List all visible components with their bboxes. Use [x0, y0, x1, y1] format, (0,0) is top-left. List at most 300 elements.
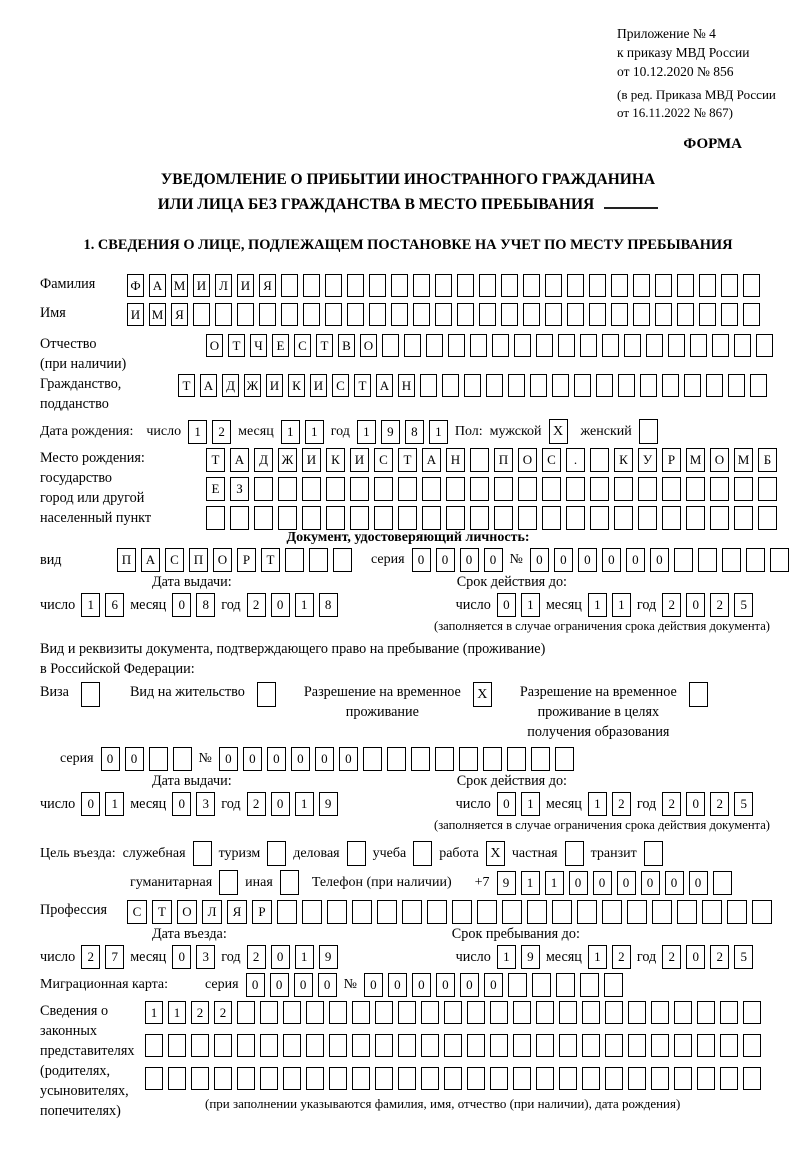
- form-cell[interactable]: [467, 1067, 485, 1090]
- form-cell[interactable]: И: [302, 448, 321, 472]
- checkbox[interactable]: [413, 841, 432, 866]
- form-cell[interactable]: [628, 1067, 646, 1090]
- form-cell[interactable]: 1: [429, 420, 448, 444]
- form-cell[interactable]: 0: [484, 548, 503, 572]
- form-cell[interactable]: 0: [686, 792, 705, 816]
- form-cell[interactable]: 0: [554, 548, 573, 572]
- form-cell[interactable]: [640, 374, 657, 397]
- checkbox[interactable]: [644, 841, 663, 866]
- form-cell[interactable]: [651, 1001, 669, 1024]
- form-cell[interactable]: [302, 506, 321, 530]
- form-cell[interactable]: 1: [588, 593, 607, 617]
- form-cell[interactable]: [604, 973, 623, 997]
- checkbox[interactable]: X: [549, 419, 568, 444]
- form-cell[interactable]: О: [518, 448, 537, 472]
- form-cell[interactable]: Т: [261, 548, 280, 572]
- form-cell[interactable]: [582, 1001, 600, 1024]
- form-cell[interactable]: Ф: [127, 274, 144, 297]
- form-cell[interactable]: 1: [305, 420, 324, 444]
- form-cell[interactable]: [444, 1067, 462, 1090]
- form-cell[interactable]: [559, 1067, 577, 1090]
- form-cell[interactable]: [605, 1001, 623, 1024]
- form-cell[interactable]: 0: [271, 593, 290, 617]
- form-cell[interactable]: [566, 506, 585, 530]
- form-cell[interactable]: [457, 274, 474, 297]
- form-cell[interactable]: 0: [339, 747, 358, 771]
- form-cell[interactable]: [398, 1067, 416, 1090]
- checkbox[interactable]: [689, 682, 708, 707]
- form-cell[interactable]: [374, 477, 393, 501]
- form-cell[interactable]: 0: [569, 871, 588, 895]
- form-cell[interactable]: И: [350, 448, 369, 472]
- form-cell[interactable]: [494, 506, 513, 530]
- form-cell[interactable]: [329, 1034, 347, 1057]
- form-cell[interactable]: [237, 1067, 255, 1090]
- form-cell[interactable]: [605, 1034, 623, 1057]
- form-cell[interactable]: [464, 374, 481, 397]
- form-cell[interactable]: [483, 747, 502, 771]
- form-cell[interactable]: [374, 506, 393, 530]
- form-cell[interactable]: [556, 973, 575, 997]
- form-cell[interactable]: 0: [172, 593, 191, 617]
- form-cell[interactable]: 1: [545, 871, 564, 895]
- form-cell[interactable]: [350, 506, 369, 530]
- form-cell[interactable]: [214, 1067, 232, 1090]
- form-cell[interactable]: [490, 1001, 508, 1024]
- checkbox[interactable]: [639, 419, 658, 444]
- form-cell[interactable]: [602, 900, 622, 924]
- form-cell[interactable]: 2: [612, 792, 631, 816]
- form-cell[interactable]: О: [206, 334, 223, 357]
- form-cell[interactable]: 5: [734, 593, 753, 617]
- form-cell[interactable]: [746, 548, 765, 572]
- form-cell[interactable]: [387, 747, 406, 771]
- form-cell[interactable]: [501, 303, 518, 326]
- form-cell[interactable]: О: [177, 900, 197, 924]
- form-cell[interactable]: 8: [405, 420, 424, 444]
- form-cell[interactable]: 1: [168, 1001, 186, 1024]
- form-cell[interactable]: [490, 1034, 508, 1057]
- form-cell[interactable]: Ж: [244, 374, 261, 397]
- form-cell[interactable]: [421, 1067, 439, 1090]
- form-cell[interactable]: Д: [222, 374, 239, 397]
- form-cell[interactable]: [674, 1034, 692, 1057]
- form-cell[interactable]: 1: [588, 792, 607, 816]
- form-cell[interactable]: [467, 1034, 485, 1057]
- form-cell[interactable]: 2: [81, 945, 100, 969]
- form-cell[interactable]: [375, 1067, 393, 1090]
- form-cell[interactable]: [743, 1001, 761, 1024]
- form-cell[interactable]: [618, 374, 635, 397]
- form-cell[interactable]: [494, 477, 513, 501]
- form-cell[interactable]: М: [686, 448, 705, 472]
- form-cell[interactable]: [536, 1034, 554, 1057]
- form-cell[interactable]: [168, 1034, 186, 1057]
- checkbox[interactable]: [193, 841, 212, 866]
- form-cell[interactable]: [206, 506, 225, 530]
- form-cell[interactable]: [347, 274, 364, 297]
- form-cell[interactable]: [577, 900, 597, 924]
- form-cell[interactable]: [627, 900, 647, 924]
- form-cell[interactable]: [470, 334, 487, 357]
- form-cell[interactable]: [590, 506, 609, 530]
- form-cell[interactable]: К: [326, 448, 345, 472]
- form-cell[interactable]: М: [734, 448, 753, 472]
- form-cell[interactable]: [677, 303, 694, 326]
- form-cell[interactable]: К: [614, 448, 633, 472]
- form-cell[interactable]: 0: [267, 747, 286, 771]
- form-cell[interactable]: 0: [497, 593, 516, 617]
- form-cell[interactable]: [697, 1067, 715, 1090]
- form-cell[interactable]: [555, 747, 574, 771]
- form-cell[interactable]: 0: [172, 792, 191, 816]
- form-cell[interactable]: [536, 334, 553, 357]
- form-cell[interactable]: [326, 477, 345, 501]
- form-cell[interactable]: [411, 747, 430, 771]
- checkbox[interactable]: [267, 841, 286, 866]
- form-cell[interactable]: 2: [662, 593, 681, 617]
- form-cell[interactable]: 0: [650, 548, 669, 572]
- form-cell[interactable]: [281, 303, 298, 326]
- form-cell[interactable]: [720, 1034, 738, 1057]
- form-cell[interactable]: И: [127, 303, 144, 326]
- form-cell[interactable]: [552, 374, 569, 397]
- form-cell[interactable]: 0: [578, 548, 597, 572]
- form-cell[interactable]: А: [141, 548, 160, 572]
- form-cell[interactable]: 0: [530, 548, 549, 572]
- form-cell[interactable]: 2: [662, 945, 681, 969]
- form-cell[interactable]: О: [213, 548, 232, 572]
- form-cell[interactable]: [542, 477, 561, 501]
- form-cell[interactable]: Е: [206, 477, 225, 501]
- form-cell[interactable]: 0: [689, 871, 708, 895]
- form-cell[interactable]: [470, 448, 489, 472]
- form-cell[interactable]: [327, 900, 347, 924]
- form-cell[interactable]: [283, 1001, 301, 1024]
- form-cell[interactable]: [752, 900, 772, 924]
- form-cell[interactable]: [470, 477, 489, 501]
- form-cell[interactable]: [283, 1034, 301, 1057]
- form-cell[interactable]: [638, 506, 657, 530]
- form-cell[interactable]: 1: [281, 420, 300, 444]
- form-cell[interactable]: 1: [145, 1001, 163, 1024]
- form-cell[interactable]: Н: [446, 448, 465, 472]
- form-cell[interactable]: [559, 1034, 577, 1057]
- form-cell[interactable]: [758, 506, 777, 530]
- form-cell[interactable]: [479, 274, 496, 297]
- form-cell[interactable]: 1: [105, 792, 124, 816]
- form-cell[interactable]: [145, 1067, 163, 1090]
- form-cell[interactable]: 0: [246, 973, 265, 997]
- form-cell[interactable]: 2: [612, 945, 631, 969]
- form-cell[interactable]: [531, 747, 550, 771]
- form-cell[interactable]: [285, 548, 304, 572]
- form-cell[interactable]: 0: [626, 548, 645, 572]
- form-cell[interactable]: 0: [412, 973, 431, 997]
- form-cell[interactable]: [582, 1067, 600, 1090]
- form-cell[interactable]: [278, 506, 297, 530]
- form-cell[interactable]: [427, 900, 447, 924]
- form-cell[interactable]: 8: [196, 593, 215, 617]
- form-cell[interactable]: [513, 1034, 531, 1057]
- form-cell[interactable]: [756, 334, 773, 357]
- form-cell[interactable]: 2: [247, 593, 266, 617]
- form-cell[interactable]: [369, 274, 386, 297]
- form-cell[interactable]: Т: [228, 334, 245, 357]
- form-cell[interactable]: [633, 274, 650, 297]
- form-cell[interactable]: [413, 303, 430, 326]
- form-cell[interactable]: 0: [172, 945, 191, 969]
- form-cell[interactable]: [391, 274, 408, 297]
- form-cell[interactable]: [325, 274, 342, 297]
- form-cell[interactable]: 0: [412, 548, 431, 572]
- form-cell[interactable]: [173, 747, 192, 771]
- form-cell[interactable]: С: [127, 900, 147, 924]
- form-cell[interactable]: [260, 1067, 278, 1090]
- form-cell[interactable]: 1: [295, 945, 314, 969]
- form-cell[interactable]: 0: [665, 871, 684, 895]
- form-cell[interactable]: [326, 506, 345, 530]
- form-cell[interactable]: [470, 506, 489, 530]
- form-cell[interactable]: [369, 303, 386, 326]
- form-cell[interactable]: 2: [710, 945, 729, 969]
- form-cell[interactable]: Т: [316, 334, 333, 357]
- form-cell[interactable]: [652, 900, 672, 924]
- form-cell[interactable]: [329, 1067, 347, 1090]
- form-cell[interactable]: [750, 374, 767, 397]
- form-cell[interactable]: И: [310, 374, 327, 397]
- form-cell[interactable]: [452, 900, 472, 924]
- form-cell[interactable]: [375, 1001, 393, 1024]
- form-cell[interactable]: [492, 334, 509, 357]
- form-cell[interactable]: Р: [662, 448, 681, 472]
- form-cell[interactable]: А: [230, 448, 249, 472]
- form-cell[interactable]: [442, 374, 459, 397]
- form-cell[interactable]: [566, 477, 585, 501]
- form-cell[interactable]: [722, 548, 741, 572]
- form-cell[interactable]: [398, 1001, 416, 1024]
- form-cell[interactable]: [734, 506, 753, 530]
- form-cell[interactable]: [444, 1034, 462, 1057]
- form-cell[interactable]: [743, 1034, 761, 1057]
- form-cell[interactable]: [168, 1067, 186, 1090]
- form-cell[interactable]: 0: [497, 792, 516, 816]
- form-cell[interactable]: 0: [101, 747, 120, 771]
- form-cell[interactable]: Ч: [250, 334, 267, 357]
- form-cell[interactable]: [567, 274, 584, 297]
- form-cell[interactable]: А: [200, 374, 217, 397]
- form-cell[interactable]: Р: [252, 900, 272, 924]
- form-cell[interactable]: [567, 303, 584, 326]
- form-cell[interactable]: [655, 303, 672, 326]
- form-cell[interactable]: 2: [710, 792, 729, 816]
- form-cell[interactable]: Р: [237, 548, 256, 572]
- form-cell[interactable]: [710, 506, 729, 530]
- form-cell[interactable]: 9: [497, 871, 516, 895]
- form-cell[interactable]: [259, 303, 276, 326]
- form-cell[interactable]: 0: [686, 593, 705, 617]
- form-cell[interactable]: 2: [214, 1001, 232, 1024]
- form-cell[interactable]: 0: [364, 973, 383, 997]
- form-cell[interactable]: [422, 477, 441, 501]
- form-cell[interactable]: [602, 334, 619, 357]
- form-cell[interactable]: [677, 900, 697, 924]
- form-cell[interactable]: [145, 1034, 163, 1057]
- form-cell[interactable]: [628, 1001, 646, 1024]
- form-cell[interactable]: Я: [227, 900, 247, 924]
- form-cell[interactable]: 1: [588, 945, 607, 969]
- form-cell[interactable]: А: [422, 448, 441, 472]
- form-cell[interactable]: 1: [295, 593, 314, 617]
- form-cell[interactable]: И: [237, 274, 254, 297]
- form-cell[interactable]: [527, 900, 547, 924]
- form-cell[interactable]: 0: [484, 973, 503, 997]
- form-cell[interactable]: 0: [219, 747, 238, 771]
- form-cell[interactable]: [306, 1034, 324, 1057]
- form-cell[interactable]: 0: [388, 973, 407, 997]
- form-cell[interactable]: 0: [294, 973, 313, 997]
- form-cell[interactable]: 9: [319, 792, 338, 816]
- form-cell[interactable]: 0: [318, 973, 337, 997]
- form-cell[interactable]: Ж: [278, 448, 297, 472]
- form-cell[interactable]: Б: [758, 448, 777, 472]
- form-cell[interactable]: [545, 274, 562, 297]
- form-cell[interactable]: [352, 1001, 370, 1024]
- form-cell[interactable]: А: [149, 274, 166, 297]
- form-cell[interactable]: [277, 900, 297, 924]
- form-cell[interactable]: [624, 334, 641, 357]
- form-cell[interactable]: Т: [354, 374, 371, 397]
- form-cell[interactable]: Т: [398, 448, 417, 472]
- form-cell[interactable]: [589, 274, 606, 297]
- form-cell[interactable]: [467, 1001, 485, 1024]
- form-cell[interactable]: [421, 1001, 439, 1024]
- form-cell[interactable]: [490, 1067, 508, 1090]
- form-cell[interactable]: Е: [272, 334, 289, 357]
- form-cell[interactable]: Т: [206, 448, 225, 472]
- form-cell[interactable]: [413, 274, 430, 297]
- form-cell[interactable]: [712, 334, 729, 357]
- form-cell[interactable]: [486, 374, 503, 397]
- form-cell[interactable]: [758, 477, 777, 501]
- form-cell[interactable]: 0: [125, 747, 144, 771]
- form-cell[interactable]: [306, 1001, 324, 1024]
- form-cell[interactable]: [448, 334, 465, 357]
- form-cell[interactable]: [352, 900, 372, 924]
- form-cell[interactable]: [633, 303, 650, 326]
- form-cell[interactable]: 1: [521, 593, 540, 617]
- form-cell[interactable]: М: [149, 303, 166, 326]
- form-cell[interactable]: [668, 334, 685, 357]
- form-cell[interactable]: [303, 274, 320, 297]
- checkbox[interactable]: X: [473, 682, 492, 707]
- form-cell[interactable]: [713, 871, 732, 895]
- checkbox[interactable]: [565, 841, 584, 866]
- form-cell[interactable]: [574, 374, 591, 397]
- form-cell[interactable]: [580, 973, 599, 997]
- form-cell[interactable]: [347, 303, 364, 326]
- form-cell[interactable]: [720, 1001, 738, 1024]
- form-cell[interactable]: [698, 548, 717, 572]
- form-cell[interactable]: [686, 477, 705, 501]
- form-cell[interactable]: [614, 477, 633, 501]
- form-cell[interactable]: [421, 1034, 439, 1057]
- form-cell[interactable]: [699, 274, 716, 297]
- form-cell[interactable]: [260, 1001, 278, 1024]
- form-cell[interactable]: .: [566, 448, 585, 472]
- form-cell[interactable]: [446, 477, 465, 501]
- form-cell[interactable]: С: [374, 448, 393, 472]
- form-cell[interactable]: [329, 1001, 347, 1024]
- form-cell[interactable]: М: [171, 274, 188, 297]
- form-cell[interactable]: [214, 1034, 232, 1057]
- form-cell[interactable]: А: [376, 374, 393, 397]
- checkbox[interactable]: [81, 682, 100, 707]
- form-cell[interactable]: [605, 1067, 623, 1090]
- checkbox[interactable]: [347, 841, 366, 866]
- form-cell[interactable]: У: [638, 448, 657, 472]
- form-cell[interactable]: [302, 477, 321, 501]
- form-cell[interactable]: [254, 477, 273, 501]
- form-cell[interactable]: [697, 1034, 715, 1057]
- form-cell[interactable]: 0: [686, 945, 705, 969]
- form-cell[interactable]: [435, 747, 454, 771]
- form-cell[interactable]: [398, 1034, 416, 1057]
- form-cell[interactable]: [254, 506, 273, 530]
- form-cell[interactable]: [420, 374, 437, 397]
- form-cell[interactable]: П: [189, 548, 208, 572]
- form-cell[interactable]: [674, 548, 693, 572]
- form-cell[interactable]: 0: [602, 548, 621, 572]
- form-cell[interactable]: [710, 477, 729, 501]
- form-cell[interactable]: 9: [521, 945, 540, 969]
- form-cell[interactable]: [149, 747, 168, 771]
- form-cell[interactable]: 1: [612, 593, 631, 617]
- form-cell[interactable]: 1: [295, 792, 314, 816]
- form-cell[interactable]: [589, 303, 606, 326]
- form-cell[interactable]: И: [193, 274, 210, 297]
- form-cell[interactable]: [611, 274, 628, 297]
- form-cell[interactable]: [590, 448, 609, 472]
- form-cell[interactable]: [193, 303, 210, 326]
- form-cell[interactable]: 3: [196, 945, 215, 969]
- form-cell[interactable]: [638, 477, 657, 501]
- form-cell[interactable]: [690, 334, 707, 357]
- form-cell[interactable]: [446, 506, 465, 530]
- form-cell[interactable]: Д: [254, 448, 273, 472]
- form-cell[interactable]: [734, 477, 753, 501]
- form-cell[interactable]: 1: [188, 420, 207, 444]
- form-cell[interactable]: 1: [521, 871, 540, 895]
- form-cell[interactable]: [281, 274, 298, 297]
- form-cell[interactable]: 0: [291, 747, 310, 771]
- form-cell[interactable]: [590, 477, 609, 501]
- form-cell[interactable]: [542, 506, 561, 530]
- form-cell[interactable]: 0: [641, 871, 660, 895]
- form-cell[interactable]: [303, 303, 320, 326]
- form-cell[interactable]: [662, 477, 681, 501]
- form-cell[interactable]: [662, 506, 681, 530]
- form-cell[interactable]: [215, 303, 232, 326]
- form-cell[interactable]: Л: [215, 274, 232, 297]
- form-cell[interactable]: [237, 303, 254, 326]
- form-cell[interactable]: 2: [247, 792, 266, 816]
- form-cell[interactable]: [191, 1067, 209, 1090]
- form-cell[interactable]: [333, 548, 352, 572]
- form-cell[interactable]: [530, 374, 547, 397]
- form-cell[interactable]: [523, 303, 540, 326]
- form-cell[interactable]: [662, 374, 679, 397]
